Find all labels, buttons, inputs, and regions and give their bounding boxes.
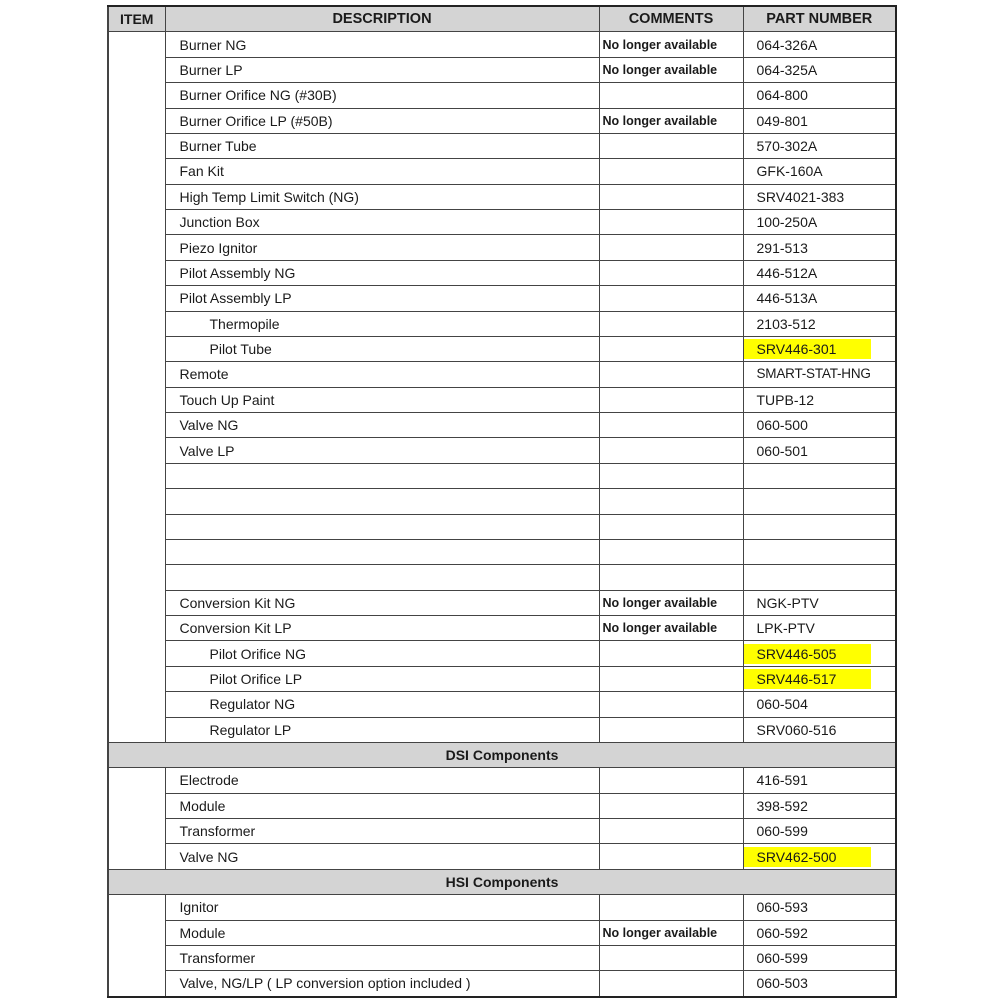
- item-cell: [108, 692, 165, 717]
- table-row: [108, 514, 896, 539]
- comments-cell: No longer available: [599, 616, 743, 641]
- item-cell: [108, 260, 165, 285]
- description-cell: Pilot Orifice LP: [165, 666, 599, 691]
- description-cell: Transformer: [165, 819, 599, 844]
- table-row: [108, 57, 896, 82]
- header-row: [108, 6, 896, 32]
- header-comments: COMMENTS: [599, 6, 743, 32]
- part-number-cell: 060-592: [743, 920, 896, 945]
- table-row: [108, 641, 896, 666]
- header-item: ITEM: [108, 6, 165, 32]
- table-row: [108, 971, 896, 997]
- item-cell: [108, 920, 165, 945]
- table-row: [108, 590, 896, 615]
- comments-cell: No longer available: [599, 108, 743, 133]
- comments-cell: [599, 844, 743, 869]
- description-cell: Valve NG: [165, 413, 599, 438]
- item-cell: [108, 311, 165, 336]
- dsi-section-header: [108, 742, 896, 767]
- item-cell: [108, 590, 165, 615]
- part-number-cell: 060-593: [743, 895, 896, 920]
- item-cell: [108, 641, 165, 666]
- table-row: [108, 945, 896, 970]
- item-cell: [108, 108, 165, 133]
- item-cell: [108, 413, 165, 438]
- hsi-section-header: [108, 869, 896, 894]
- item-cell: [108, 133, 165, 158]
- section-row-hsi: [108, 869, 896, 894]
- comments-cell: [599, 971, 743, 997]
- part-number-cell: 398-592: [743, 793, 896, 818]
- comments-cell: No longer available: [599, 57, 743, 82]
- table-row: [108, 920, 896, 945]
- description-cell: Burner Orifice NG (#30B): [165, 83, 599, 108]
- item-cell: [108, 463, 165, 488]
- table-row: [108, 768, 896, 793]
- item-cell: [108, 793, 165, 818]
- description-cell: Fan Kit: [165, 159, 599, 184]
- part-number-cell: [743, 844, 896, 869]
- item-cell: [108, 717, 165, 742]
- table-row: [108, 210, 896, 235]
- part-number-cell: GFK-160A: [743, 159, 896, 184]
- description-cell: [165, 539, 599, 564]
- description-cell: Pilot Orifice NG: [165, 641, 599, 666]
- dsi-parts-body: [108, 768, 896, 870]
- description-cell: Remote: [165, 362, 599, 387]
- part-number-cell: 049-801: [743, 108, 896, 133]
- part-number-cell: 060-504: [743, 692, 896, 717]
- section-title-hsi: HSI Components: [108, 869, 896, 894]
- part-number-cell: 064-326A: [743, 32, 896, 57]
- item-cell: [108, 57, 165, 82]
- item-cell: [108, 895, 165, 920]
- table-row: [108, 717, 896, 742]
- description-cell: Valve NG: [165, 844, 599, 869]
- item-cell: [108, 565, 165, 590]
- table-row: [108, 108, 896, 133]
- header-description: DESCRIPTION: [165, 6, 599, 32]
- table-row: [108, 184, 896, 209]
- description-cell: Junction Box: [165, 210, 599, 235]
- comments-cell: No longer available: [599, 920, 743, 945]
- comments-cell: [599, 463, 743, 488]
- part-number-cell: 060-599: [743, 819, 896, 844]
- comments-cell: [599, 362, 743, 387]
- description-cell: Burner NG: [165, 32, 599, 57]
- part-number-cell: SRV4021-383: [743, 184, 896, 209]
- item-cell: [108, 768, 165, 793]
- item-cell: [108, 235, 165, 260]
- description-cell: Conversion Kit LP: [165, 616, 599, 641]
- item-cell: [108, 184, 165, 209]
- part-number-cell: 291-513: [743, 235, 896, 260]
- description-cell: Valve LP: [165, 438, 599, 463]
- comments-cell: [599, 539, 743, 564]
- part-number-cell: [743, 489, 896, 514]
- comments-cell: [599, 235, 743, 260]
- table-row: [108, 260, 896, 285]
- part-number-cell: 446-512A: [743, 260, 896, 285]
- table-row: [108, 895, 896, 920]
- comments-cell: [599, 159, 743, 184]
- comments-cell: [599, 133, 743, 158]
- part-number-cell: TUPB-12: [743, 387, 896, 412]
- item-cell: [108, 336, 165, 361]
- table-row: [108, 235, 896, 260]
- item-cell: [108, 438, 165, 463]
- item-cell: [108, 819, 165, 844]
- description-cell: Pilot Assembly NG: [165, 260, 599, 285]
- item-cell: [108, 539, 165, 564]
- table-row: [108, 133, 896, 158]
- table-row: [108, 692, 896, 717]
- table-row: [108, 32, 896, 57]
- part-number-cell: [743, 641, 896, 666]
- highlighted-part-number: SRV446-301: [744, 339, 871, 359]
- table-row: [108, 413, 896, 438]
- part-number-cell: 060-599: [743, 945, 896, 970]
- comments-cell: [599, 210, 743, 235]
- comments-cell: [599, 387, 743, 412]
- part-number-cell: 064-325A: [743, 57, 896, 82]
- comments-cell: [599, 260, 743, 285]
- comments-cell: [599, 311, 743, 336]
- description-cell: Valve, NG/LP ( LP conversion option included ): [165, 971, 599, 997]
- header-part-number: PART NUMBER: [743, 6, 896, 32]
- part-number-cell: 060-500: [743, 413, 896, 438]
- table-header: [108, 6, 896, 32]
- comments-cell: [599, 83, 743, 108]
- table-row: [108, 438, 896, 463]
- description-cell: Piezo Ignitor: [165, 235, 599, 260]
- table-row: [108, 159, 896, 184]
- item-cell: [108, 387, 165, 412]
- table-row: [108, 311, 896, 336]
- comments-cell: No longer available: [599, 590, 743, 615]
- item-cell: [108, 514, 165, 539]
- table-row: [108, 819, 896, 844]
- highlighted-part-number: SRV462-500: [744, 847, 871, 867]
- description-cell: Burner Tube: [165, 133, 599, 158]
- part-number-cell: [743, 514, 896, 539]
- item-cell: [108, 971, 165, 997]
- table-row: [108, 793, 896, 818]
- item-cell: [108, 210, 165, 235]
- comments-cell: [599, 413, 743, 438]
- table-row: [108, 463, 896, 488]
- description-cell: Module: [165, 920, 599, 945]
- part-number-cell: 2103-512: [743, 311, 896, 336]
- part-number-cell: 100-250A: [743, 210, 896, 235]
- section-row-dsi: [108, 742, 896, 767]
- description-cell: Transformer: [165, 945, 599, 970]
- description-cell: Module: [165, 793, 599, 818]
- description-cell: Electrode: [165, 768, 599, 793]
- item-cell: [108, 32, 165, 57]
- comments-cell: [599, 641, 743, 666]
- table-row: [108, 844, 896, 869]
- table-row: [108, 489, 896, 514]
- comments-cell: [599, 438, 743, 463]
- table-row: [108, 286, 896, 311]
- table-row: [108, 387, 896, 412]
- table-row: [108, 362, 896, 387]
- table-row: [108, 616, 896, 641]
- item-cell: [108, 83, 165, 108]
- table-row: [108, 83, 896, 108]
- comments-cell: [599, 895, 743, 920]
- comments-cell: [599, 336, 743, 361]
- item-cell: [108, 159, 165, 184]
- item-cell: [108, 844, 165, 869]
- part-number-cell: 060-503: [743, 971, 896, 997]
- comments-cell: [599, 184, 743, 209]
- description-cell: Touch Up Paint: [165, 387, 599, 412]
- item-cell: [108, 616, 165, 641]
- comments-cell: No longer available: [599, 32, 743, 57]
- table-row: [108, 666, 896, 691]
- description-cell: Thermopile: [165, 311, 599, 336]
- comments-cell: [599, 692, 743, 717]
- table-row: [108, 336, 896, 361]
- description-cell: Regulator NG: [165, 692, 599, 717]
- item-cell: [108, 362, 165, 387]
- description-cell: Pilot Assembly LP: [165, 286, 599, 311]
- comments-cell: [599, 286, 743, 311]
- description-cell: Burner LP: [165, 57, 599, 82]
- part-number-cell: 446-513A: [743, 286, 896, 311]
- comments-cell: [599, 819, 743, 844]
- description-cell: Pilot Tube: [165, 336, 599, 361]
- description-cell: [165, 565, 599, 590]
- description-cell: [165, 463, 599, 488]
- comments-cell: [599, 793, 743, 818]
- description-cell: Regulator LP: [165, 717, 599, 742]
- section-title-dsi: DSI Components: [108, 742, 896, 767]
- comments-cell: [599, 489, 743, 514]
- comments-cell: [599, 945, 743, 970]
- part-number-cell: [743, 336, 896, 361]
- description-cell: High Temp Limit Switch (NG): [165, 184, 599, 209]
- part-number-cell: 570-302A: [743, 133, 896, 158]
- description-cell: Burner Orifice LP (#50B): [165, 108, 599, 133]
- comments-cell: [599, 768, 743, 793]
- item-cell: [108, 945, 165, 970]
- description-cell: Ignitor: [165, 895, 599, 920]
- part-number-cell: 064-800: [743, 83, 896, 108]
- table-row: [108, 565, 896, 590]
- part-number-cell: 416-591: [743, 768, 896, 793]
- main-parts-body: [108, 32, 896, 743]
- description-cell: Conversion Kit NG: [165, 590, 599, 615]
- part-number-cell: NGK-PTV: [743, 590, 896, 615]
- description-cell: [165, 514, 599, 539]
- part-number-cell: SRV060-516: [743, 717, 896, 742]
- part-number-cell: [743, 463, 896, 488]
- part-number-cell: 060-501: [743, 438, 896, 463]
- comments-cell: [599, 666, 743, 691]
- part-number-cell: [743, 565, 896, 590]
- comments-cell: [599, 717, 743, 742]
- item-cell: [108, 666, 165, 691]
- table-row: [108, 539, 896, 564]
- item-cell: [108, 286, 165, 311]
- part-number-cell: [743, 666, 896, 691]
- part-number-cell: [743, 539, 896, 564]
- comments-cell: [599, 565, 743, 590]
- item-cell: [108, 489, 165, 514]
- highlighted-part-number: SRV446-517: [744, 669, 871, 689]
- description-cell: [165, 489, 599, 514]
- comments-cell: [599, 514, 743, 539]
- highlighted-part-number: SRV446-505: [744, 644, 871, 664]
- hsi-parts-body: [108, 895, 896, 997]
- part-number-cell: LPK-PTV: [743, 616, 896, 641]
- part-number-cell: SMART-STAT-HNG: [743, 362, 896, 387]
- parts-table: [107, 5, 897, 998]
